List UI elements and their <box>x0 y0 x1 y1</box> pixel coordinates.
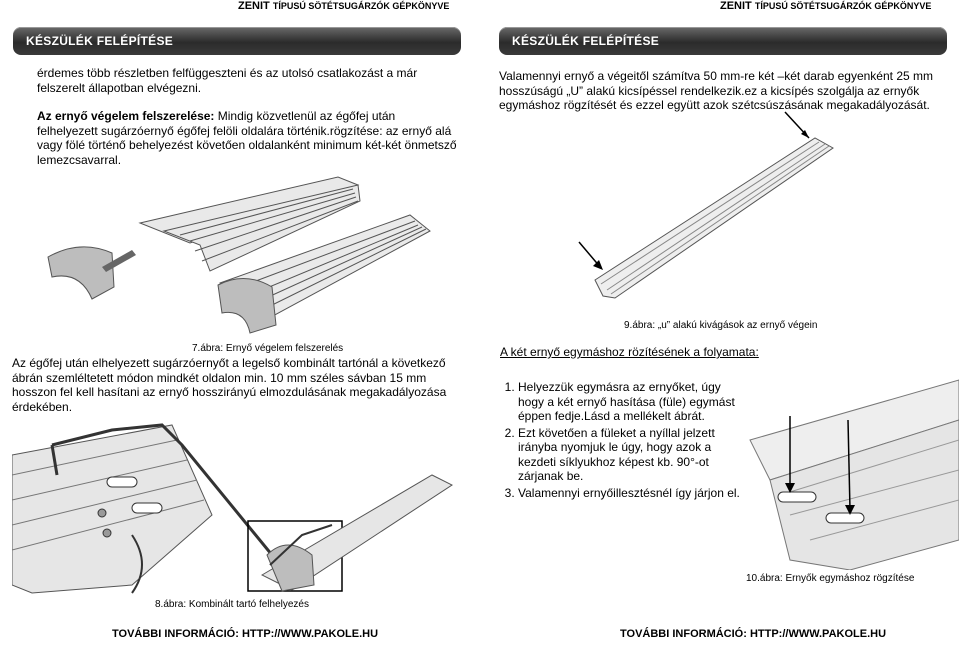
figure-8-combined-bracket-drawing <box>12 415 462 595</box>
figure-9-u-notch-drawing <box>575 108 865 308</box>
end-mount-heading: Az ernyő végelem felszerelése: <box>37 109 215 123</box>
figure-8-caption: 8.ábra: Kombinált tartó felhelyezés <box>155 599 309 610</box>
slitting-paragraph: Az égőfej után elhelyezett sugárzóernyőt a legelső kombinált tartónál a következő ábrán szemléltetett módon mindkét oldalon min. 10 mm széles sávban 15 mm hosszon fel kell hasítani az ernyő hosszirányú elmozdulásának megakadályozása érdekében. <box>12 356 447 414</box>
manual-title: TÍPUSÚ SÖTÉTSUGÁRZÓK GÉPKÖNYVE <box>272 1 450 11</box>
list-item: 1. Helyezzük egymásra az ernyőket, úgy hogy a két ernyő hasítása (füle) egymást éppen fedje.Lásd a mellékelt ábrát. <box>518 380 743 424</box>
right-section-title-bar <box>499 27 947 55</box>
intro-paragraph: érdemes több részletben felfüggeszteni és az utolsó csatlakozást a már felszerelt állapotban elvégezni. <box>37 66 418 95</box>
fastening-steps-list <box>500 380 743 502</box>
left-footer: TOVÁBBI INFORMÁCIÓ: HTTP://WWW.PAKOLE.HU <box>112 628 379 640</box>
right-footer: TOVÁBBI INFORMÁCIÓ: HTTP://WWW.PAKOLE.HU <box>620 628 887 640</box>
brand-name: ZENIT <box>720 0 752 12</box>
steps-title: A két ernyő egymáshoz rözítésének a folyamata: <box>500 345 759 359</box>
list-item: 2. Ezt követően a füleket a nyíllal jelzett irányba nyomjuk le úgy, hogy azok a kezdeti síklyukhoz képest kb. 90°-ot zárjanak be. <box>518 426 743 484</box>
left-page-header <box>238 0 449 12</box>
brand-name: ZENIT <box>238 0 270 12</box>
u-notch-paragraph: Valamennyi ernyő a végeitől számítva 50 mm-re két –két darab egyenként 25 mm hosszúságú „U” alakú kicsípéssel rendelkezik.ez a kicsípés szolgálja az ernyők egymáshoz rögzítését és ezzel együtt azok szétcsúszásának megakadályozását. <box>499 69 933 112</box>
end-mount-text: Mindig közvetlenül az égőfej után felhelyezett sugárzóernyő égőfej felöli oldalára történik.rögzítése: az ernyő alá vagy fölé történő behelyezést követően oldalanként minimum két-két önmetsző lemezcsavarral. <box>37 109 457 167</box>
figure-7-end-element-drawing <box>40 175 440 335</box>
list-item: 3. Valamennyi ernyőillesztésnél így járjon el. <box>518 486 743 501</box>
section-title: KÉSZÜLÉK FELÉPÍTÉSE <box>512 34 660 48</box>
figure-9-caption: 9.ábra: „u” alakú kivágások az ernyő végein <box>624 320 818 331</box>
section-title: KÉSZÜLÉK FELÉPÍTÉSE <box>26 34 174 48</box>
figure-10-caption: 10.ábra: Ernyők egymáshoz rögzítése <box>746 573 915 584</box>
manual-title: TÍPUSÚ SÖTÉTSUGÁRZÓK GÉPKÖNYVE <box>754 1 932 11</box>
figure-7-caption: 7.ábra: Ernyő végelem felszerelés <box>192 343 344 354</box>
left-section-title-bar <box>13 27 461 55</box>
figure-10-shield-joining-drawing <box>730 360 959 570</box>
end-mount-paragraph <box>37 109 457 167</box>
right-page-header <box>720 0 931 12</box>
